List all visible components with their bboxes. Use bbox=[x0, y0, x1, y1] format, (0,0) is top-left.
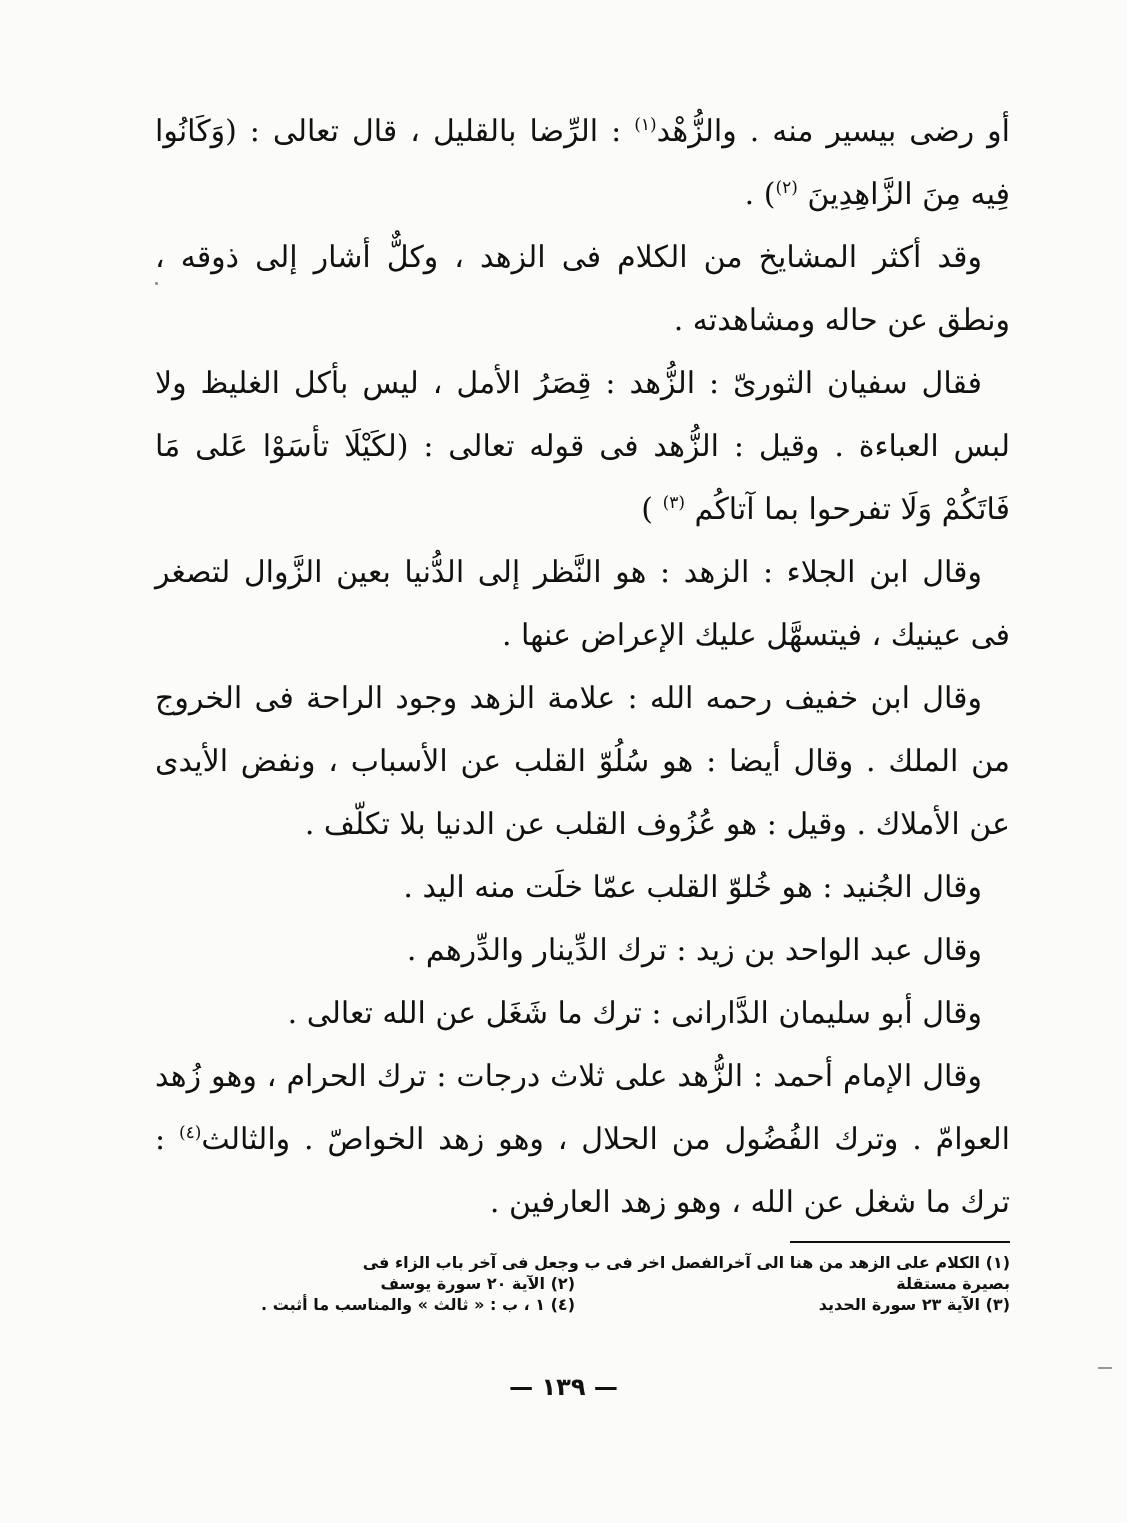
paragraph-text: ) bbox=[641, 492, 654, 527]
scan-speck bbox=[155, 282, 158, 285]
paragraph-4 bbox=[155, 541, 1010, 667]
footnote-1: (١) الكلام على الزهد من هنا الى آخرالفصل اخر فى ب وجعل فى آخر باب الزاء فى bbox=[362, 1253, 1010, 1272]
paragraph-text: أو رضى بيسير منه . والزُّهْد bbox=[656, 114, 1010, 149]
footnote-ref: (٤) bbox=[178, 1123, 202, 1143]
footnote-ref: (٣) bbox=[662, 493, 685, 513]
paragraph-text: وقد أكثر المشايخ من الكلام فى الزهد ، وكلٌّ أشار إلى ذوقه ، ونطق عن حاله ومشاهدته . bbox=[155, 240, 1010, 338]
paragraph-8 bbox=[155, 982, 1010, 1045]
paragraph-text: : الرِّضا بالقليل ، قال تعالى : (وَكَانُوا فِيه مِنَ الزَّاهِدِينَ bbox=[155, 114, 1010, 212]
page-number: — ١٣٩ — bbox=[509, 1373, 618, 1401]
footnote-4: (٤) ١ ، ب : « ثالث » والمناسب ما أثبت . bbox=[261, 1295, 575, 1314]
paragraph-text: وقال عبد الواحد بن زيد : ترك الدِّينار والدِّرهم . bbox=[406, 933, 982, 968]
paragraph-text: وقال ابن خفيف رحمه الله : علامة الزهد وجود الراحة فى الخروج من الملك . وقال أيضا : هو سُلُوّ القلب عن الأسباب ، ونفض الأيدى عن الأملاك . وقيل : هو عُزُوف القلب عن الدنيا بلا تكلّف . bbox=[155, 681, 1010, 842]
footnote-2: (٢) الآية ٢٠ سورة يوسف bbox=[380, 1274, 575, 1293]
scan-speck bbox=[1098, 1367, 1112, 1369]
footnote-1-continued: بصيرة مستقلة bbox=[896, 1274, 1010, 1293]
paragraph-text: ) . bbox=[744, 177, 776, 212]
paragraph-3 bbox=[155, 352, 1010, 541]
footnote-3: (٣) الآية ٢٣ سورة الحديد bbox=[818, 1295, 1010, 1314]
paragraph-text: فقال سفيان الثورىّ : الزُّهد : قِصَرُ الأمل ، ليس بأكل الغليظ ولا لبس العباءة . وقيل : الزُّهد فى قوله تعالى : (لكَيْلَا تأسَوْا عَلى مَا فَاتَكُمْ وَلَا تفرحوا بما آتاكُم bbox=[155, 366, 1010, 527]
paragraph-text: وقال الإمام أحمد : الزُّهد على ثلاث درجات : ترك الحرام ، وهو زُهد العوامّ . وترك الفُضُول من الحلال ، وهو زهد الخواصّ . والثالث bbox=[155, 1059, 1010, 1157]
paragraph-text: وقال أبو سليمان الدَّارانى : ترك ما شَغَل عن الله تعالى . bbox=[287, 996, 982, 1031]
paragraph-7 bbox=[155, 919, 1010, 982]
footnote-ref: (٢) bbox=[775, 178, 798, 198]
footnote-line bbox=[155, 1252, 1010, 1273]
paragraph-text: : ترك ما شغل عن الله ، وهو زهد العارفين . bbox=[155, 1122, 1010, 1220]
paragraph-6 bbox=[155, 856, 1010, 919]
paragraph-9 bbox=[155, 1045, 1010, 1234]
paragraph-1 bbox=[155, 100, 1010, 226]
paragraph-2 bbox=[155, 226, 1010, 352]
footnote-divider bbox=[790, 1241, 1010, 1243]
paragraph-text: وقال ابن الجلاء : الزهد : هو النَّظر إلى الدُّنيا بعين الزَّوال لتصغر فى عينيك ، فيتسهَّل عليك الإعراض عنها . bbox=[155, 555, 1010, 653]
footnote-line bbox=[155, 1273, 1010, 1294]
footnotes bbox=[155, 1252, 1010, 1315]
main-text bbox=[155, 100, 1010, 1234]
footnote-line bbox=[155, 1294, 1010, 1315]
footnote-ref: (١) bbox=[634, 115, 657, 135]
paragraph-5 bbox=[155, 667, 1010, 856]
paragraph-text: وقال الجُنيد : هو خُلوّ القلب عمّا خلَت منه اليد . bbox=[403, 870, 982, 905]
